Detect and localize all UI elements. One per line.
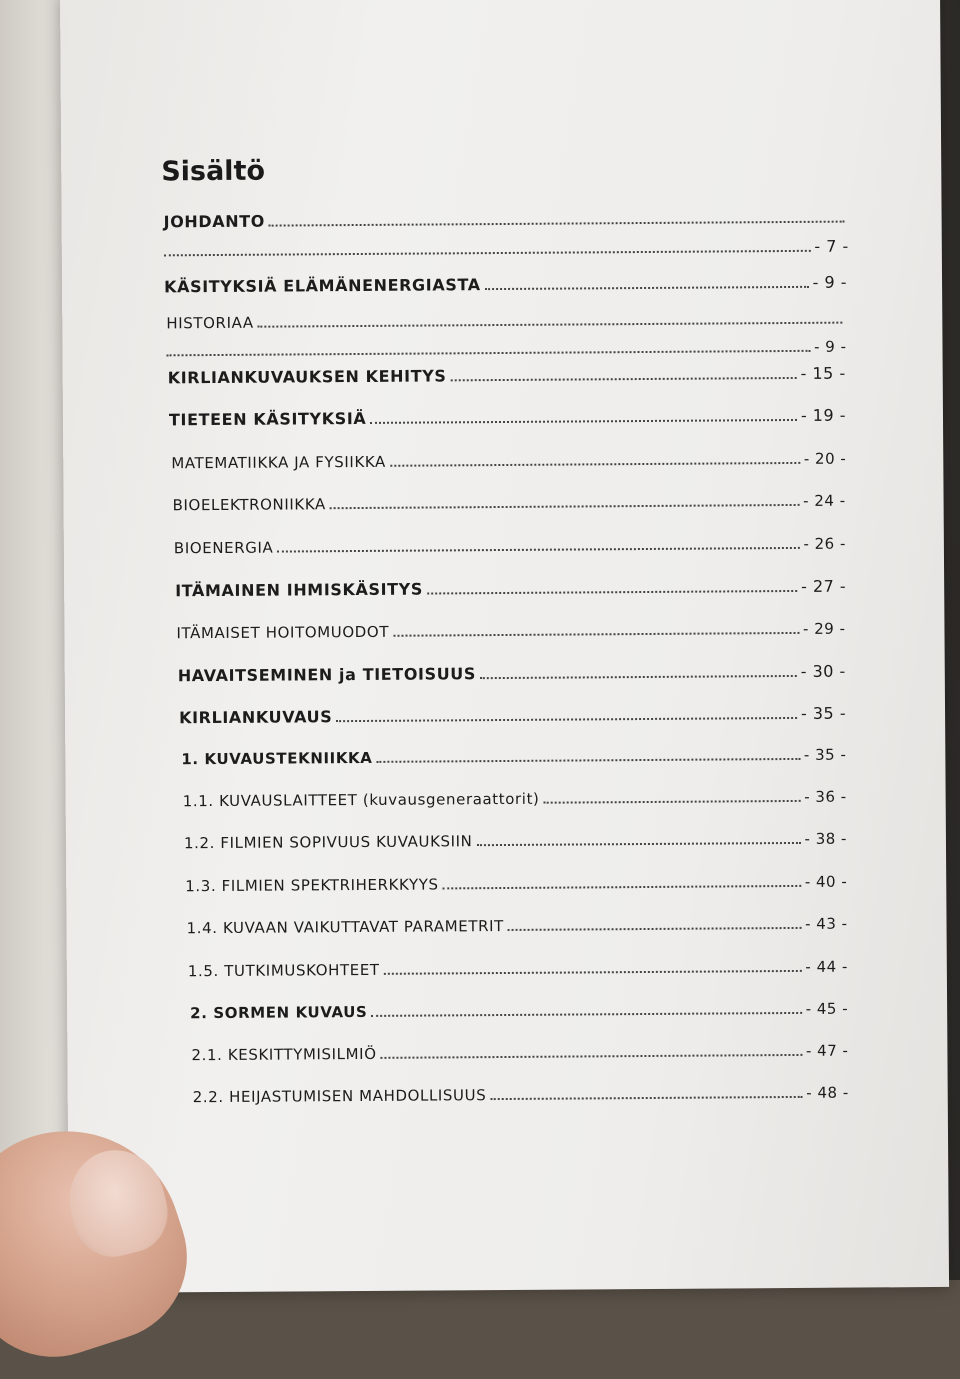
book-page [60, 0, 949, 1293]
toc-entry [193, 1084, 849, 1107]
toc-leader [443, 884, 801, 890]
toc-entry [191, 1042, 848, 1065]
toc-leader [451, 376, 797, 381]
toc-entry [179, 704, 846, 728]
toc-entry-page: - 27 - [801, 576, 847, 596]
toc-entry-page: - 36 - [804, 787, 847, 806]
toc-entry [184, 830, 847, 853]
toc-entry [181, 746, 846, 769]
toc-entry-page: - 20 - [803, 449, 847, 468]
toc-leader [427, 589, 797, 595]
toc-entry [166, 310, 846, 361]
toc-entry [171, 450, 846, 473]
toc-entry-page: - 35 - [800, 703, 847, 723]
toc-entry [168, 364, 846, 388]
toc-leader [277, 546, 799, 553]
toc-leader [381, 1053, 802, 1059]
toc-leader [543, 799, 800, 804]
toc-entry-page: - 26 - [803, 534, 846, 553]
toc-entry-label: 1.2. FILMIEN SOPIVUUS KUVAUKSIIN [183, 832, 473, 853]
toc-entry-page: - 7 - [814, 236, 849, 256]
toc-entry-label: 2.1. KESKITTYMISILMIÖ [191, 1044, 377, 1065]
toc-entry [186, 915, 847, 938]
toc-entry-label: KIRLIANKUVAUS [179, 707, 333, 728]
toc-entry [176, 620, 845, 643]
toc-leader [476, 841, 800, 846]
page-title: Sisältö [161, 155, 266, 188]
toc-entry-page: - 9 - [812, 272, 848, 292]
toc-leader [164, 249, 811, 257]
toc-entry-label: MATEMATIIKKA JA FYSIIKKA [171, 452, 386, 473]
toc-entry [169, 406, 846, 430]
toc-entry-page: - 9 - [814, 337, 847, 356]
toc-leader [330, 503, 799, 509]
toc-entry-page: - 47 - [805, 1041, 849, 1060]
toc-entry-label: 1.5. TUTKIMUSKOHTEET [187, 960, 380, 981]
toc-leader [370, 418, 797, 424]
toc-entry [190, 1000, 848, 1023]
toc-entry-label: 1. KUVAUSTEKNIIKKA [181, 748, 373, 769]
toc-leader [384, 969, 802, 975]
toc-leader [390, 461, 800, 467]
toc-entry [174, 535, 846, 558]
toc-entry [164, 208, 849, 261]
toc-entry-page: - 15 - [800, 363, 846, 383]
toc-entry-label: 1.4. KUVAAN VAIKUTTAVAT PARAMETRIT [186, 916, 504, 938]
toc-leader [336, 716, 797, 722]
toc-entry-label: 1.1. KUVAUSLAITTEET (kuvausgeneraattorit) [182, 789, 540, 811]
background-left [0, 0, 70, 1280]
toc-leader [508, 926, 801, 931]
toc-entry [175, 577, 846, 601]
toc-entry-page: - 19 - [800, 405, 847, 425]
toc-leader [376, 757, 799, 763]
toc-entry [183, 788, 847, 811]
toc-entry-label: ITÄMAINEN IHMISKÄSITYS [175, 579, 424, 601]
toc-entry-page: - 45 - [805, 999, 849, 1018]
toc-leader [480, 674, 797, 679]
toc-entry-label: 1.3. FILMIEN SPEKTRIHERKKYYS [185, 875, 439, 896]
toc-entry-label: HAVAITSEMINEN ja TIETOISUUS [177, 664, 477, 686]
toc-entry-label: 2. SORMEN KUVAUS [190, 1002, 368, 1023]
toc-entry-label: JOHDANTO [163, 211, 266, 232]
toc-entry-label: KÄSITYKSIÄ ELÄMÄNENERGIASTA [163, 275, 481, 297]
toc-entry-page: - 38 - [804, 829, 847, 848]
toc-entry [178, 662, 846, 686]
toc-entry-page: - 30 - [800, 661, 846, 681]
table-of-contents [60, 0, 949, 1293]
toc-entry [164, 273, 847, 297]
toc-leader [485, 285, 809, 290]
toc-entry [173, 492, 846, 515]
toc-entry-label: BIOENERGIA [173, 538, 274, 558]
toc-entry-page: - 29 - [802, 619, 846, 638]
toc-entry-page: - 24 - [803, 491, 846, 510]
toc-leader [269, 220, 845, 227]
toc-entry-label: 2.2. HEIJASTUMISEN MAHDOLLISUUS [192, 1086, 487, 1107]
toc-entry-label: ITÄMAISET HOITOMUODOT [176, 622, 390, 643]
toc-entry-page: - 35 - [803, 745, 847, 764]
toc-entry-page: - 40 - [804, 872, 848, 891]
toc-leader [167, 349, 811, 356]
toc-entry-label: BIOELEKTRONIIKKA [172, 495, 326, 515]
toc-leader [258, 321, 843, 328]
toc-leader [490, 1095, 802, 1100]
toc-entry-label: TIETEEN KÄSITYKSIÄ [168, 408, 367, 430]
toc-entry-label: HISTORIAA [166, 313, 254, 333]
toc-entry [188, 958, 848, 981]
toc-entry [185, 873, 847, 896]
toc-leader [371, 1011, 801, 1017]
toc-leader [393, 631, 799, 637]
toc-entry-page: - 44 - [805, 957, 848, 976]
toc-entry-page: - 43 - [805, 914, 848, 933]
toc-entry-page: - 48 - [806, 1083, 849, 1102]
toc-entry-label: KIRLIANKUVAUKSEN KEHITYS [167, 366, 447, 388]
